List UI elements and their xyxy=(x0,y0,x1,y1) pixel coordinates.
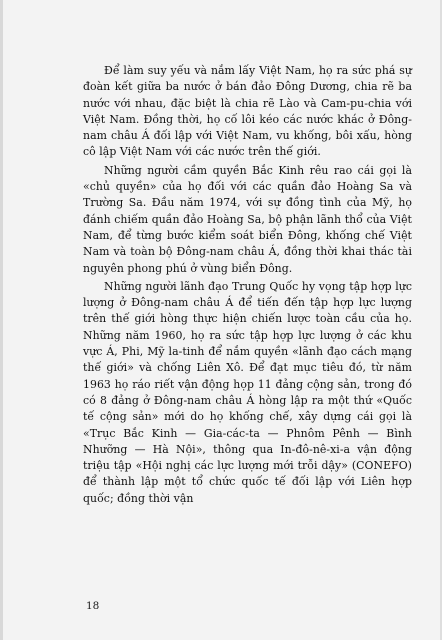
page-number: 18 xyxy=(86,600,100,612)
document-page xyxy=(83,63,412,507)
paragraph-3: Những người lãnh đạo Trung Quốc hy vọng tập hợp lực lượng ở Đông-nam châu Á để tiến đến tập hợp lực lượng trên thế giới hòng thực hiện chiến lược toàn cầu của họ. Những năm 1960, họ ra sức tập hợp lực lượng ở các khu vực Á, Phi, Mỹ la-tinh để nắm quyền «lãnh đạo cách mạng thế giới» và chống Liên Xô. Để đạt mục tiêu đó, từ năm 1963 họ ráo riết vận động họp 11 đảng cộng sản, trong đó có 8 đảng ở Đông-nam châu Á hòng lập ra một thứ «Quốc tế cộng sản» mới do họ khống chế, xây dựng cái gọi là «Trục Bắc Kinh — Gia-các-ta — Phnôm Pênh — Bình Nhưỡng — Hà Nội», thông qua In-đô-nê-xi-a vận động triệu tập «Hội nghị các lực lượng mới trỗi dậy» (CONEFO) để thành lập một tổ chức quốc tế đối lập với Liên hợp quốc; đồng thời vận xyxy=(83,279,412,505)
paragraph-1: Để làm suy yếu và nắm lấy Việt Nam, họ ra sức phá sự đoàn kết giữa ba nước ở bán đảo Đông Dương, chia rẽ ba nước với nhau, đặc biệt là chia rẽ Lào và Cam-pu-chia với Việt Nam. Đồng thời, họ cố lôi kéo các nước khác ở Đông-nam châu Á đối lập với Việt Nam, vu khống, bôi xấu, hòng cô lập Việt Nam với các nước trên thế giới. xyxy=(83,64,412,159)
paragraph-2: Những người cầm quyền Bắc Kinh rêu rao cái gọi là «chủ quyền» của họ đối với các quần đảo Hoàng Sa và Trường Sa. Đầu năm 1974, với sự đồng tình của Mỹ, họ đánh chiếm quần đảo Hoàng Sa, bộ phận lãnh thổ của Việt Nam, để từng bước kiểm soát biển Đông, khống chế Việt Nam và toàn bộ Đông-nam châu Á, đồng thời khai thác tài nguyên phong phú ở vùng biển Đông. xyxy=(83,163,412,275)
scan-edge-left xyxy=(0,0,3,640)
